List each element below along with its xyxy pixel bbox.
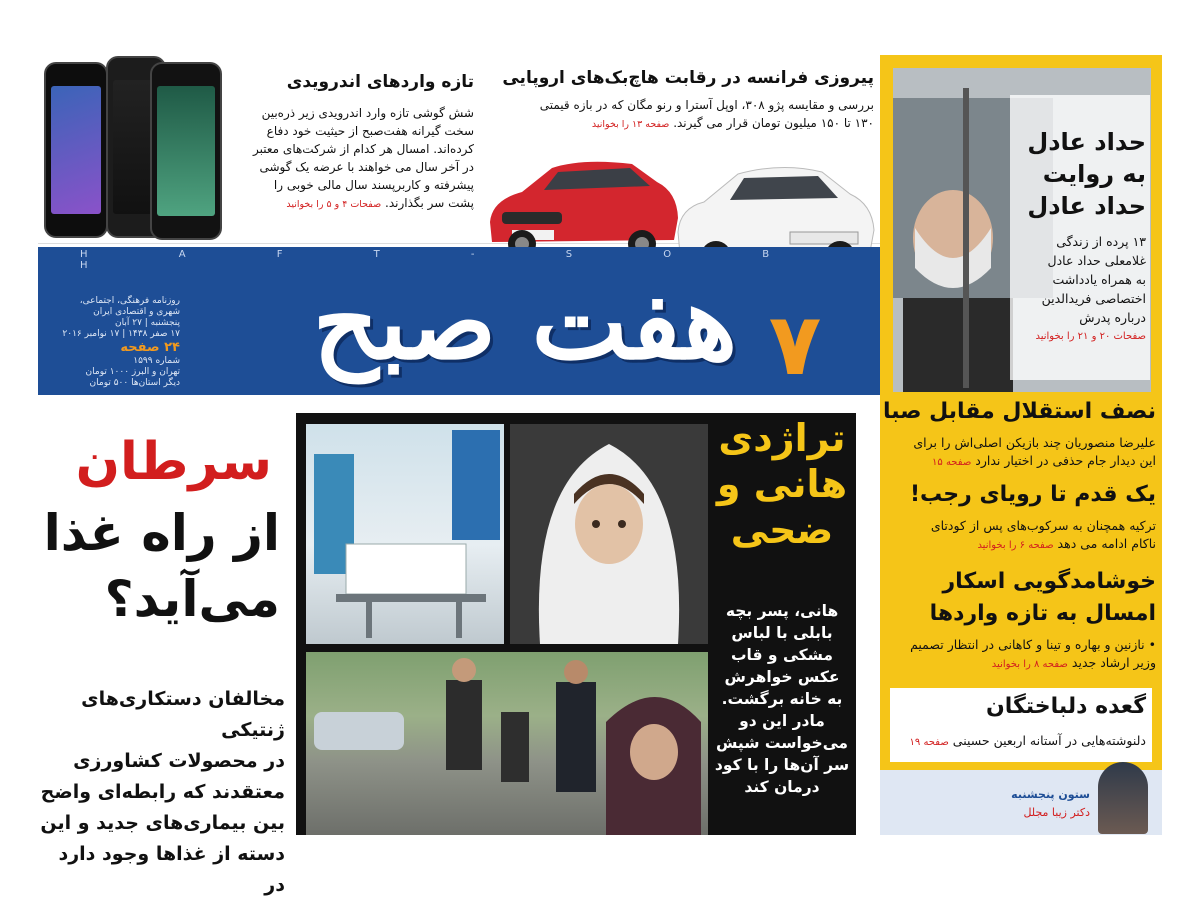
android-teaser-title: تازه واردهای اندرویدی xyxy=(286,72,474,92)
homesick-page-ref: صفحه ۱۹ xyxy=(909,737,949,748)
homesick-text: دلنوشته‌هایی در آستانه اربعین حسینی صفحه ۱۹ xyxy=(909,733,1146,748)
family-outdoor-photo xyxy=(306,652,708,835)
turkey-text xyxy=(886,517,1156,555)
tragedy-line: عکس خواهرش xyxy=(724,668,840,686)
lead-body-line: بین بیماری‌های جدید و این xyxy=(40,812,285,834)
oscar-line: • نازنین و بهاره و تینا و کاهانی در انتظار تصمیم xyxy=(910,637,1156,652)
android-line: در آخر سال می خواهند با عرضه یک گوشی xyxy=(259,160,474,174)
sports1-line: این دیدار جام حذفی در اختیار ندارد صفحه ۱۵ xyxy=(932,453,1156,468)
feature-line: غلامعلی حداد عادل xyxy=(1047,253,1146,268)
price-tehran: تهران و البرز ۱۰۰۰ تومان xyxy=(85,367,180,377)
tragedy-title-line: ضحی xyxy=(730,508,834,552)
logo-number-seven: ۷ xyxy=(768,295,822,395)
masthead-info-line: پنجشنبه | ۲۷ آبان xyxy=(115,318,180,328)
turkey-page-ref: صفحه ۶ را بخوانید xyxy=(977,540,1054,551)
masthead-issue-info xyxy=(50,296,180,392)
column-author: دکتر زیبا مجلل xyxy=(1023,806,1090,819)
android-page-ref: صفحات ۴ و ۵ را بخوانید xyxy=(286,199,382,210)
column-author-avatar xyxy=(1098,762,1148,834)
lead-body-line: معتقدند که رابطه‌ای واضح xyxy=(40,781,285,803)
lead-headline-red: سرطان xyxy=(75,432,272,492)
turkey-title: یک قدم تا رویای رجب! xyxy=(909,482,1156,507)
tragedy-title-line: هانی و xyxy=(716,462,848,506)
tragedy-line: درمان کند xyxy=(744,778,820,796)
hatchback-teaser-title: پیروزی فرانسه در رقابت هاچ‌بک‌های اروپایی xyxy=(502,68,874,88)
lead-body-line: مخالفان دستکاری‌های ژنتیکی xyxy=(81,688,285,741)
red-car-image xyxy=(482,152,682,262)
masthead-info-line: ۱۷ صفر ۱۴۳۸ | ۱۷ نوامبر ۲۰۱۶ xyxy=(62,329,180,339)
lead-headline xyxy=(40,500,280,660)
hatchback-page-ref: صفحه ۱۳ را بخوانید xyxy=(591,119,670,130)
lead-body-line: دسته از غذاها وجود دارد در xyxy=(58,843,285,896)
feature-line: اختصاصی فریدالدین xyxy=(1041,291,1146,306)
lead-body-line: در محصولات کشاورزی xyxy=(73,750,285,772)
tragedy-title xyxy=(712,415,852,595)
sports1-line: علیرضا منصوریان چند بازیکن اصلی‌اش را برای xyxy=(913,435,1156,450)
column-label: ستون پنجشنبه xyxy=(1011,788,1090,801)
feature-line: به همراه یادداشت xyxy=(1052,272,1146,287)
turkey-line: ترکیه همچنان به سرکوب‌های پس از کودتای xyxy=(930,518,1156,533)
android-line: پشت سر بگذارند. صفحات ۴ و ۵ را بخوانید xyxy=(286,196,474,210)
sports1-title: نصف استقلال مقابل صبا xyxy=(882,399,1156,424)
tragedy-line: هانی، پسر بچه xyxy=(725,602,839,620)
lead-body-text xyxy=(40,684,285,896)
feature-title-line: حداد عادل xyxy=(1027,192,1146,220)
tragedy-line: بابلی با لباس xyxy=(731,624,833,642)
lead-headline-line: می‌آید؟ xyxy=(104,570,280,628)
hospital-photo xyxy=(306,424,504,644)
android-line: کرده‌اند. امسال هر کدام از شرکت‌های معتبر xyxy=(253,142,474,156)
masthead-latin-letters: H A F T - S O B H xyxy=(80,249,814,271)
turkey-line: ناکام ادامه می دهد صفحه ۶ را بخوانید xyxy=(977,536,1156,551)
feature-title-line: حداد عادل xyxy=(1027,128,1146,156)
feature-page-ref: صفحات ۲۰ و ۲۱ را بخوانید xyxy=(1035,331,1146,342)
hatchback-line: ۱۳۰ تا ۱۵۰ میلیون تومان قرار می گیرند. صفحه ۱۳ را بخوانید xyxy=(591,116,874,130)
phone-image-1 xyxy=(44,62,108,238)
tragedy-title-line: تراژدی xyxy=(718,416,846,460)
tragedy-line: می‌خواست شپش xyxy=(715,734,848,752)
hatchback-teaser-text xyxy=(498,96,874,134)
oscar-text xyxy=(886,636,1156,674)
feature-title-line: به روایت xyxy=(1042,160,1146,188)
page-count: ۲۴ صفحه xyxy=(120,340,180,355)
tragedy-line: مادر این دو xyxy=(739,712,825,730)
feature-line: ۱۳ پرده از زندگی xyxy=(1056,234,1146,249)
tragedy-line: مشکی و قاب xyxy=(730,646,834,664)
sports1-text xyxy=(886,434,1156,472)
feature-line: درباره پدرش xyxy=(1079,310,1146,325)
oscar-title xyxy=(886,566,1156,630)
feature-text xyxy=(1010,232,1146,346)
issue-number: شماره ۱۵۹۹ xyxy=(133,356,180,366)
homesick-title: گعده دلباختگان xyxy=(985,694,1146,719)
oscar-title-line: خوشامدگویی اسکار xyxy=(942,569,1156,594)
tragedy-body-text xyxy=(712,600,852,832)
hatchback-line: بررسی و مقایسه پژو ۳۰۸، اوپل آسترا و رنو مگان که در بازه قیمتی xyxy=(539,98,874,112)
android-teaser-text xyxy=(232,104,474,214)
android-line: پیشرفته و کاربرپسند سال مالی خوبی را xyxy=(273,178,474,192)
oscar-page-ref: صفحه ۸ را بخوانید xyxy=(991,659,1068,670)
android-line: سخت گیرانه هفت‌صبح از حیثیت خود دفاع xyxy=(266,124,474,138)
lead-headline-line: از راه غذا xyxy=(43,504,280,562)
price-other: دیگر استان‌ها ۵۰۰ تومان xyxy=(89,378,180,388)
sports1-page-ref: صفحه ۱۵ xyxy=(932,457,972,468)
feature-title xyxy=(1010,126,1146,222)
phone-image-3 xyxy=(150,62,222,240)
masthead-info-line: شهری و اقتصادی ایران xyxy=(93,307,180,317)
android-line: شش گوشی تازه وارد اندرویدی زیر ذره‌بین xyxy=(261,106,474,120)
oscar-line: وزیر ارشاد جدید صفحه ۸ را بخوانید xyxy=(991,655,1156,670)
oscar-title-line: امسال به تازه واردها xyxy=(929,601,1156,626)
girl-portrait-photo xyxy=(510,424,708,644)
tragedy-line: سر آن‌ها را با کود xyxy=(714,756,850,774)
masthead-info-line: روزنامه فرهنگی، اجتماعی، xyxy=(79,296,180,306)
tragedy-line: به خانه برگشت. xyxy=(721,690,843,708)
newspaper-logo: هفت صبح xyxy=(312,263,738,383)
